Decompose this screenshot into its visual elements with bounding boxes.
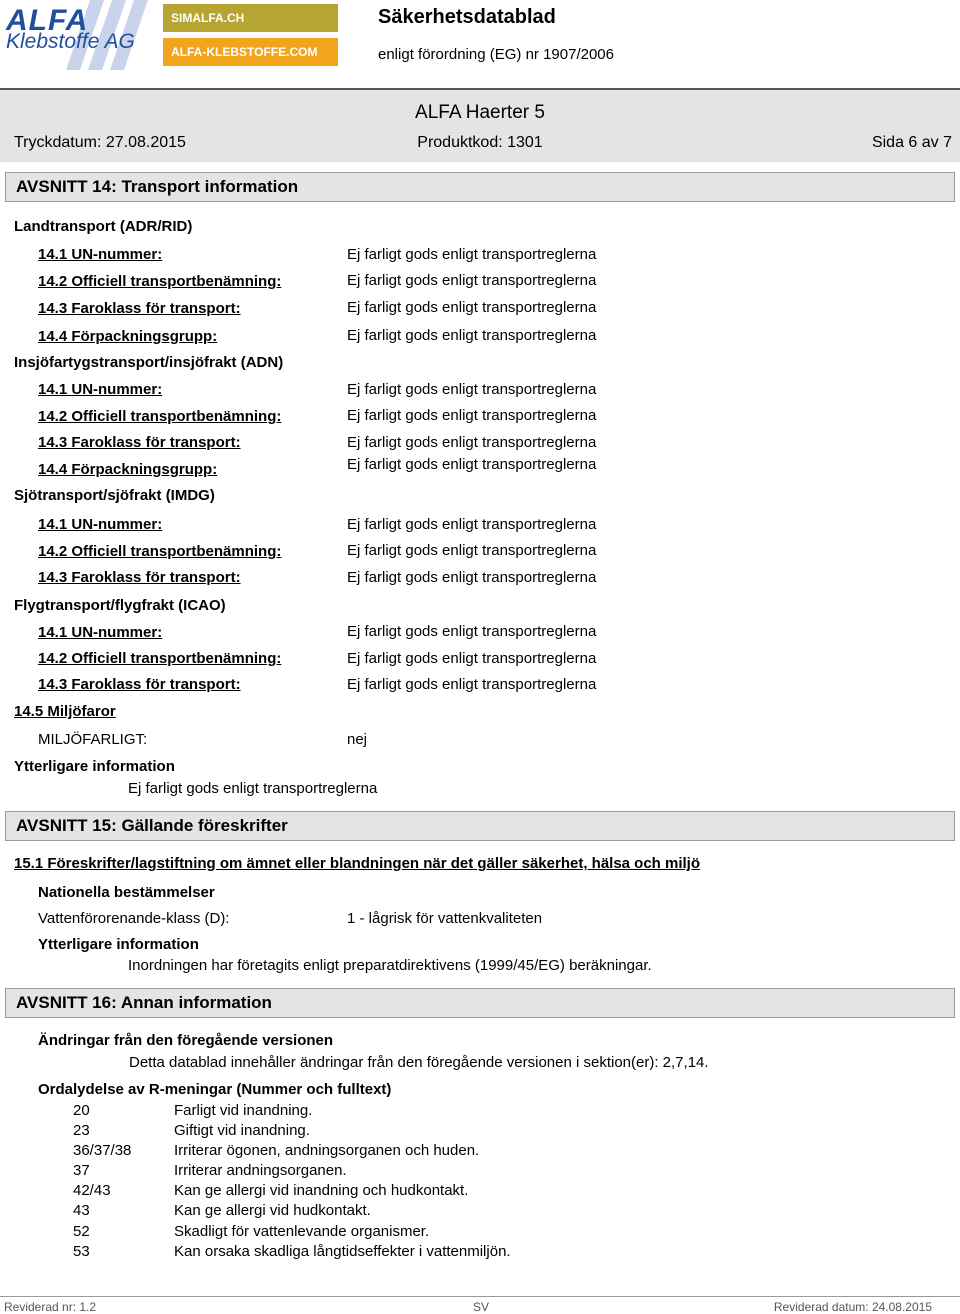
land-row-value: Ej farligt gods enligt transportreglerna: [347, 327, 597, 344]
alfa-klebstoffe-link[interactable]: ALFA-KLEBSTOFFE.COM: [163, 38, 338, 66]
print-date: Tryckdatum: 27.08.2015: [14, 134, 186, 151]
environmental-hazard-label: MILJÖFARLIGT:: [38, 731, 148, 748]
r-phrase-code: 52: [73, 1223, 90, 1240]
r-phrase-text: Kan ge allergi vid hudkontakt.: [174, 1202, 371, 1219]
section-15-extra-heading: Ytterligare information: [38, 936, 199, 953]
language-code: SV: [473, 1300, 490, 1314]
company-logo: [0, 0, 150, 72]
environmental-hazard-value: nej: [347, 731, 368, 748]
section-15-extra-text: Inordningen har företagits enligt preparatdirektivens (1999/45/EG) beräkningar.: [128, 957, 652, 974]
land-row-label: 14.3 Faroklass för transport:: [38, 300, 241, 317]
changes-heading: Ändringar från den föregående versionen: [38, 1032, 334, 1049]
r-phrases-heading: Ordalydelse av R-meningar (Nummer och fulltext): [38, 1081, 392, 1098]
revision-number: Reviderad nr: 1.2: [4, 1300, 97, 1314]
section-14-title: AVSNITT 14: Transport information: [5, 172, 955, 202]
sea-row-value: Ej farligt gods enligt transportreglerna: [347, 569, 597, 586]
national-rules-heading: Nationella bestämmelser: [38, 884, 215, 901]
page-number: Sida 6 av 7: [871, 134, 952, 151]
inland-row-value: Ej farligt gods enligt transportreglerna: [347, 381, 597, 398]
land-transport-heading: Landtransport (ADR/RID): [14, 218, 193, 235]
inland-row-label: 14.4 Förpackningsgrupp:: [38, 461, 218, 478]
r-phrase-code: 36/37/38: [73, 1142, 132, 1159]
air-row-label: 14.2 Officiell transportbenämning:: [38, 650, 282, 667]
land-row-label: 14.4 Förpackningsgrupp:: [38, 328, 218, 345]
sea-row-label: 14.2 Officiell transportbenämning:: [38, 543, 282, 560]
r-phrase-text: Skadligt för vattenlevande organismer.: [174, 1223, 430, 1240]
land-row-value: Ej farligt gods enligt transportreglerna: [347, 272, 597, 289]
air-row-value: Ej farligt gods enligt transportreglerna: [347, 676, 597, 693]
changes-text: Detta datablad innehåller ändringar från den föregående versionen i sektion(er): 2,7,14.: [129, 1054, 709, 1071]
revised-date: Reviderad datum: 24.08.2015: [773, 1300, 932, 1314]
land-row-label: 14.2 Officiell transportbenämning:: [38, 273, 282, 290]
document-title: Säkerhetsdatablad: [378, 6, 556, 28]
section-15-title: AVSNITT 15: Gällande föreskrifter: [5, 811, 955, 841]
r-phrase-text: Kan orsaka skadliga långtidseffekter i vattenmiljön.: [174, 1243, 511, 1260]
water-hazard-class-label: Vattenförorenande-klass (D):: [38, 910, 230, 927]
r-phrase-code: 42/43: [73, 1182, 111, 1199]
r-phrase-code: 20: [73, 1102, 90, 1119]
inland-row-label: 14.2 Officiell transportbenämning:: [38, 408, 282, 425]
sea-row-label: 14.3 Faroklass för transport:: [38, 569, 241, 586]
r-phrase-code: 53: [73, 1243, 90, 1260]
inland-row-value: Ej farligt gods enligt transportreglerna: [347, 456, 597, 473]
r-phrase-text: Giftigt vid inandning.: [174, 1122, 310, 1139]
inland-transport-heading: Insjöfartygstransport/insjöfrakt (ADN): [14, 354, 284, 371]
simalfa-link[interactable]: SIMALFA.CH: [163, 4, 338, 32]
section-14-extra-text: Ej farligt gods enligt transportreglerna: [128, 780, 378, 797]
sea-row-label: 14.1 UN-nummer:: [38, 516, 163, 533]
land-row-label: 14.1 UN-nummer:: [38, 246, 163, 263]
land-row-value: Ej farligt gods enligt transportreglerna: [347, 246, 597, 263]
document-subtitle: enligt förordning (EG) nr 1907/2006: [378, 46, 614, 63]
section-15-1-heading: 15.1 Föreskrifter/lagstiftning om ämnet eller blandningen när det gäller säkerhet, hälsa och miljö: [14, 855, 701, 872]
air-transport-heading: Flygtransport/flygfrakt (ICAO): [14, 597, 226, 614]
sea-row-value: Ej farligt gods enligt transportreglerna: [347, 516, 597, 533]
land-row-value: Ej farligt gods enligt transportreglerna: [347, 299, 597, 316]
air-row-label: 14.1 UN-nummer:: [38, 624, 163, 641]
inland-row-value: Ej farligt gods enligt transportreglerna: [347, 434, 597, 451]
inland-row-label: 14.3 Faroklass för transport:: [38, 434, 241, 451]
r-phrase-code: 37: [73, 1162, 90, 1179]
section-16-title: AVSNITT 16: Annan information: [5, 988, 955, 1018]
sea-row-value: Ej farligt gods enligt transportreglerna: [347, 542, 597, 559]
product-name: ALFA Haerter 5: [415, 102, 545, 123]
footer-divider: [0, 1296, 960, 1297]
environmental-hazards-heading: 14.5 Miljöfaror: [14, 703, 116, 720]
section-14-extra-heading: Ytterligare information: [14, 758, 175, 775]
sea-transport-heading: Sjötransport/sjöfrakt (IMDG): [14, 487, 215, 504]
r-phrase-text: Irriterar andningsorganen.: [174, 1162, 347, 1179]
r-phrase-text: Farligt vid inandning.: [174, 1102, 313, 1119]
product-code: Produktkod: 1301: [417, 134, 543, 151]
r-phrase-text: Kan ge allergi vid inandning och hudkontakt.: [174, 1182, 469, 1199]
r-phrase-code: 23: [73, 1122, 90, 1139]
logo-alfa-text: ALFA: [6, 4, 89, 37]
r-phrase-code: 43: [73, 1202, 90, 1219]
air-row-label: 14.3 Faroklass för transport:: [38, 676, 241, 693]
r-phrase-text: Irriterar ögonen, andningsorganen och huden.: [174, 1142, 480, 1159]
air-row-value: Ej farligt gods enligt transportreglerna: [347, 623, 597, 640]
inland-row-label: 14.1 UN-nummer:: [38, 381, 163, 398]
logo-klebstoffe-text: Klebstoffe AG: [6, 30, 135, 53]
air-row-value: Ej farligt gods enligt transportreglerna: [347, 650, 597, 667]
water-hazard-class-value: 1 - lågrisk för vattenkvaliteten: [347, 910, 543, 927]
inland-row-value: Ej farligt gods enligt transportreglerna: [347, 407, 597, 424]
